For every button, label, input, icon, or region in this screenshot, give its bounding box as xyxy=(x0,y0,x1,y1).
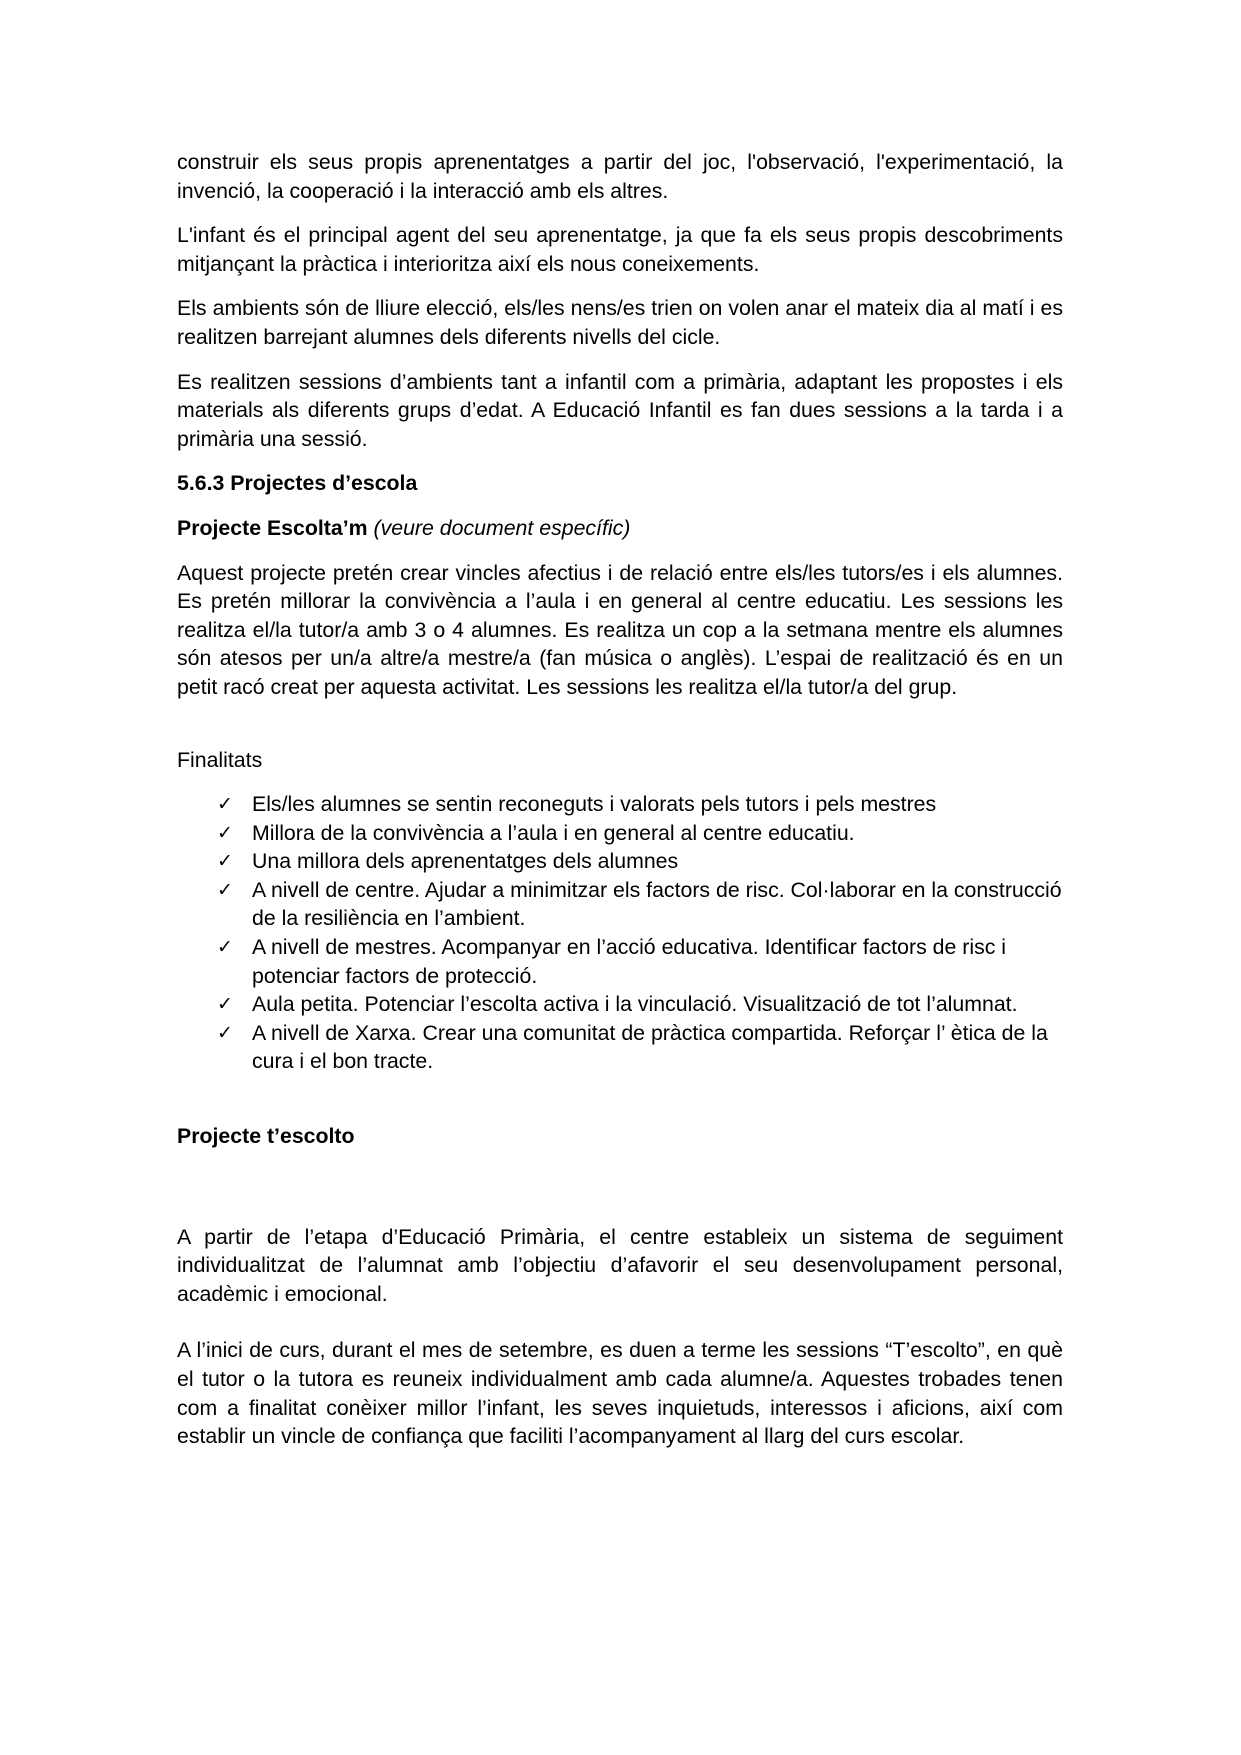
check-icon: ✓ xyxy=(217,850,233,873)
list-item-text: Una millora dels aprenentatges dels alumnes xyxy=(252,849,679,874)
list-item xyxy=(217,876,1063,933)
tescolto-heading: Projecte t’escolto xyxy=(177,1124,355,1149)
intro-paragraph-4: Es realitzen sessions d’ambients tant a infantil com a primària, adaptant les propostes i els materials als diferents grups d’edat. A Educació Infantil es fan dues sessions a la tarda i a primària una sessió. xyxy=(177,369,1063,451)
intro-paragraph-1: construir els seus propis aprenentatges a partir del joc, l'observació, l'experimentació, la invenció, la cooperació i la interacció amb els altres. xyxy=(177,150,1063,203)
document-page xyxy=(177,148,1063,1467)
list-item xyxy=(217,847,1063,876)
check-icon: ✓ xyxy=(217,793,233,816)
finalitats-list xyxy=(177,790,1063,1076)
list-item xyxy=(217,990,1063,1019)
list-item xyxy=(217,790,1063,819)
tescolto-paragraph-1: A partir de l’etapa d’Educació Primària, el centre estableix un sistema de seguiment individualitzat de l’alumnat amb l’objectiu d’afavorir el seu desenvolupament personal, acadèmic i emocional. xyxy=(177,1224,1063,1306)
list-item-text: Els/les alumnes se sentin reconeguts i valorats pels tutors i pels mestres xyxy=(252,792,937,817)
list-item-text: Aula petita. Potenciar l’escolta activa i la vinculació. Visualització de tot l’alumnat. xyxy=(252,992,1018,1017)
check-icon: ✓ xyxy=(217,993,233,1016)
escoltam-title-note: (veure document específic) xyxy=(373,515,631,540)
check-icon: ✓ xyxy=(217,878,233,901)
escoltam-title: Projecte Escolta’m xyxy=(177,515,368,540)
list-item-text: A nivell de mestres. Acompanyar en l’acció educativa. Identificar factors de risc i potenciar factors de protecció. xyxy=(252,935,1007,988)
list-item-text: Millora de la convivència a l’aula i en general al centre educatiu. xyxy=(252,820,855,845)
check-icon: ✓ xyxy=(217,1021,233,1044)
intro-paragraph-2: L'infant és el principal agent del seu aprenentatge, ja que fa els seus propis descobriments mitjançant la pràctica i interioritza així els nous coneixements. xyxy=(177,223,1063,276)
list-item xyxy=(217,1019,1063,1076)
finalitats-label: Finalitats xyxy=(177,747,263,772)
list-item xyxy=(217,933,1063,990)
list-item-text: A nivell de Xarxa. Crear una comunitat de pràctica compartida. Reforçar l’ ètica de la cura i el bon tracte. xyxy=(252,1020,1048,1074)
tescolto-paragraph-2: A l’inici de curs, durant el mes de setembre, es duen a terme les sessions “T’escolto”, en què el tutor o la tutora es reuneix individualment amb cada alumne/a. Aquestes trobades tenen com a finalitat conèixer millor l’infant, les seves inquietuds, interessos i aficions, així com establir un vincle de confiança que faciliti l’acompanyament al llarg del curs escolar. xyxy=(177,1338,1063,1449)
escoltam-paragraph: Aquest projecte pretén crear vincles afectius i de relació entre els/les tutors/es i els alumnes. Es pretén millorar la convivència a l’aula i en general al centre educatiu. Les sessions les realitza el/la tutor/a amb 3 o 4 alumnes. Es realitza un cop a la setmana mentre els alumnes són atesos per un/a altre/a mestre/a (fan música o anglès). L’espai de realització és en un petit racó creat per aquesta activitat. Les sessions les realitza el/la tutor/a del grup. xyxy=(177,560,1063,699)
escoltam-heading xyxy=(177,514,1063,543)
check-icon: ✓ xyxy=(217,821,233,844)
list-item-text: A nivell de centre. Ajudar a minimitzar els factors de risc. Col·laborar en la construcció de la resiliència en l’ambient. xyxy=(252,877,1062,931)
section-heading: 5.6.3 Projectes d’escola xyxy=(177,471,418,496)
list-item xyxy=(217,819,1063,848)
check-icon: ✓ xyxy=(217,936,233,959)
intro-paragraph-3: Els ambients són de lliure elecció, els/les nens/es trien on volen anar el mateix dia al matí i es realitzen barrejant alumnes dels diferents nivells del cicle. xyxy=(177,296,1063,349)
